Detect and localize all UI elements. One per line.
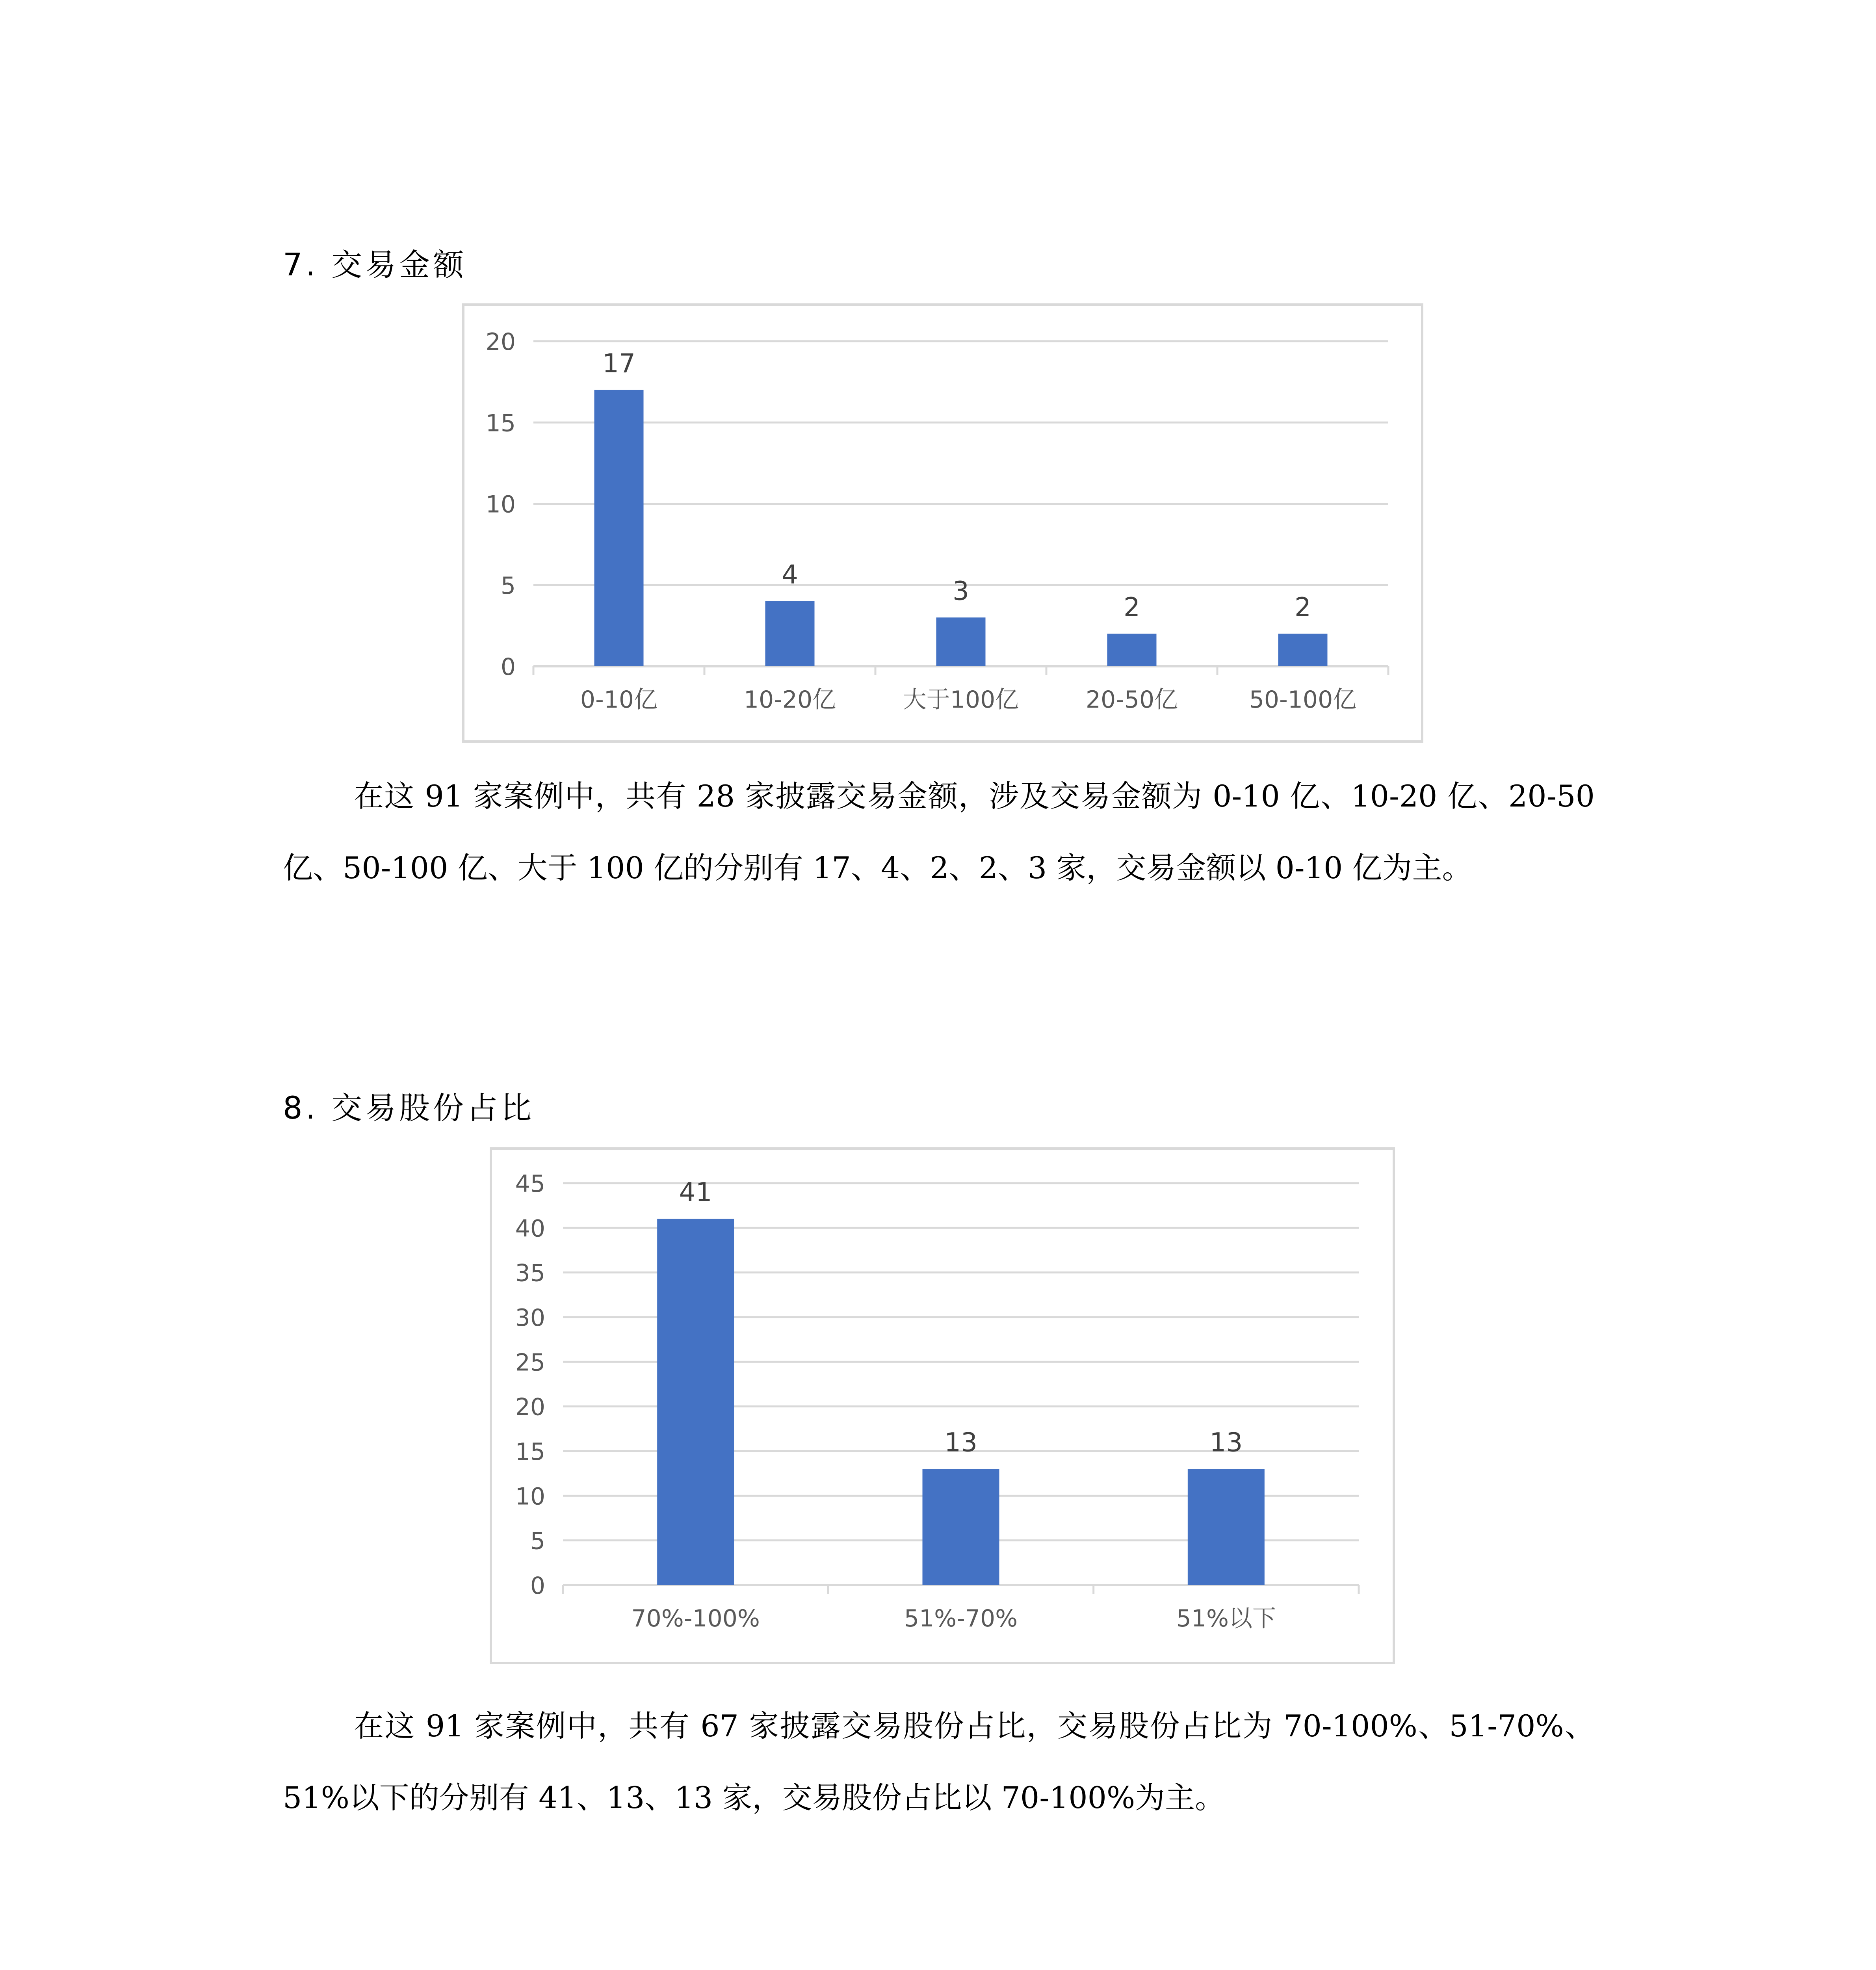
y-tick-label: 10 xyxy=(515,1483,545,1511)
share-ratio-chart xyxy=(490,1147,1395,1664)
y-tick-label: 20 xyxy=(515,1393,545,1421)
y-tick-label: 15 xyxy=(515,1438,545,1466)
data-label: 3 xyxy=(953,576,969,606)
bar xyxy=(1188,1469,1265,1585)
share-ratio-chart-svg xyxy=(492,1150,1393,1662)
y-tick-label: 45 xyxy=(515,1170,545,1198)
y-tick-label: 20 xyxy=(485,328,516,356)
y-tick-label: 10 xyxy=(485,491,516,519)
data-label: 17 xyxy=(602,348,635,379)
data-label: 13 xyxy=(944,1427,977,1458)
section-heading-share-ratio: 8. 交易股份占比 xyxy=(283,1091,535,1126)
share-ratio-paragraph: 在这 91 家案例中，共有 67 家披露交易股份占比，交易股份占比为 70-100%、51-70%、51%以下的分别有 41、13、13 家，交易股份占比以 70-100%为主。 xyxy=(283,1708,1595,1815)
bar xyxy=(765,601,815,666)
x-tick-label: 50-100亿 xyxy=(1249,686,1357,714)
y-tick-label: 40 xyxy=(515,1215,545,1243)
y-tick-label: 0 xyxy=(530,1572,545,1600)
bar xyxy=(594,390,644,666)
bar xyxy=(936,617,986,666)
y-tick-label: 15 xyxy=(485,409,516,437)
data-label: 41 xyxy=(679,1177,712,1208)
y-tick-label: 30 xyxy=(515,1304,545,1332)
data-label: 4 xyxy=(782,559,798,590)
y-tick-label: 5 xyxy=(530,1527,545,1555)
data-label: 2 xyxy=(1124,592,1140,623)
bar xyxy=(1278,634,1328,667)
x-tick-label: 51%以下 xyxy=(1176,1605,1276,1632)
bar xyxy=(923,1469,999,1585)
transaction-amount-paragraph: 在这 91 家案例中，共有 28 家披露交易金额，涉及交易金额为 0-10 亿、10-20 亿、20-50 亿、50-100 亿、大于 100 亿的分别有 17、4、2、2、3 家，交易金额以 0-10 亿为主。 xyxy=(283,779,1595,885)
x-tick-label: 10-20亿 xyxy=(743,686,836,714)
data-label: 2 xyxy=(1295,592,1311,623)
y-tick-label: 35 xyxy=(515,1259,545,1287)
x-tick-label: 大于100亿 xyxy=(903,686,1019,714)
bar xyxy=(657,1219,734,1585)
x-tick-label: 0-10亿 xyxy=(580,686,658,714)
x-tick-label: 70%-100% xyxy=(631,1605,760,1632)
transaction-amount-chart-svg xyxy=(464,306,1421,740)
y-tick-label: 5 xyxy=(500,572,516,600)
x-tick-label: 20-50亿 xyxy=(1085,686,1178,714)
data-label: 13 xyxy=(1209,1427,1243,1458)
transaction-amount-chart xyxy=(462,303,1423,743)
y-tick-label: 25 xyxy=(515,1349,545,1377)
section-heading-transaction-amount: 7. 交易金额 xyxy=(283,247,467,283)
y-tick-label: 0 xyxy=(500,653,516,681)
x-tick-label: 51%-70% xyxy=(904,1605,1018,1632)
bar xyxy=(1107,634,1157,667)
